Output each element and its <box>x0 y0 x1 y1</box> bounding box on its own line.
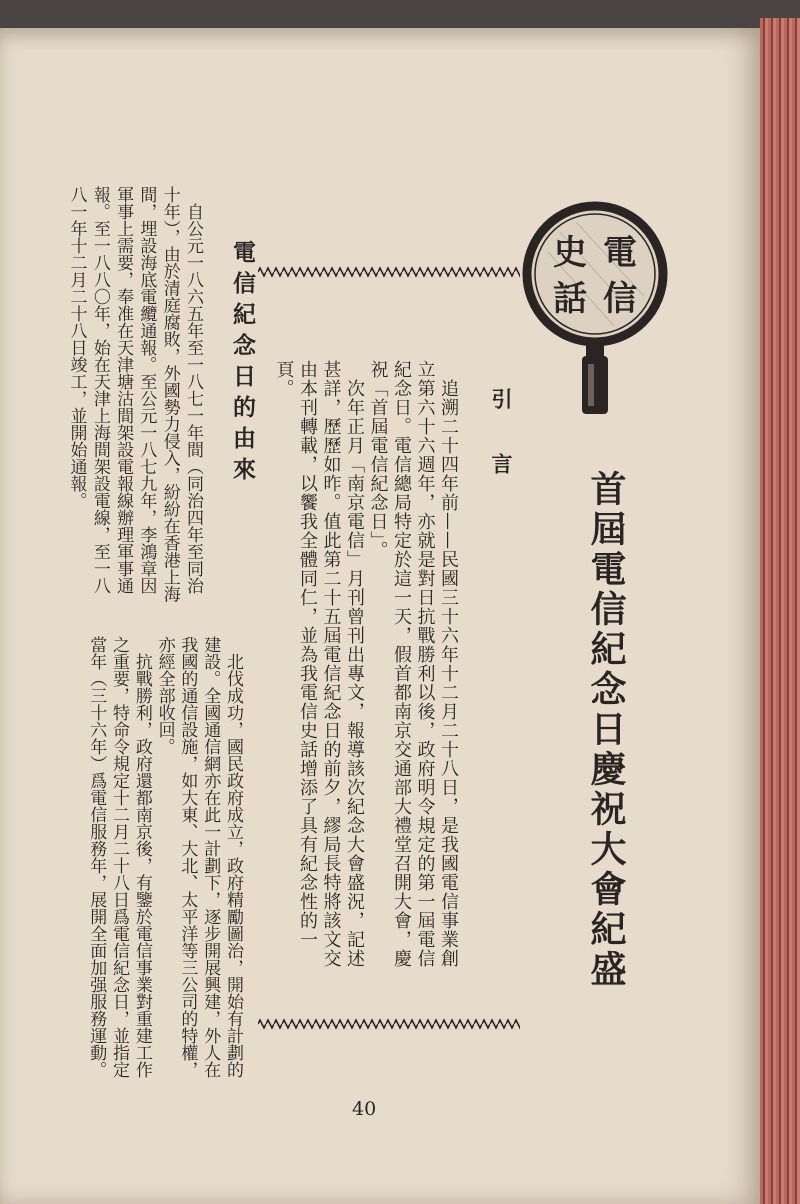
article-title: 首屆電信紀念日慶祝大會紀盛 <box>585 470 627 990</box>
book-page-edges <box>760 18 800 1204</box>
logo-char: 史 <box>553 233 587 273</box>
section-paragraph: 北伐成功，國民政府成立，政府精勵圖治，開始有計劃的建設。全國通信網亦在此一計劃下，逐步開展興建，外人在我國的通信設施，如大東、大北、太平洋等三公司的特權，亦經全部收回。 抗戰勝利，政府還都南京後，有鑒於電信事業對重建工作之重要，特命令規定十二月二十八日爲電信紀念日，並指定當年（三十六年）爲電信服務年，展開全面加强服務運動。 <box>86 636 243 1078</box>
intro-body <box>244 360 460 980</box>
intro-paragraph: 追溯二十四年前——民國三十六年十二月二十八日，是我國電信事業創立第六十六週年，亦就是對日抗戰勝利以後，政府明令規定的第一屆電信紀念日。電信總局特定於這一天，假首都南京交通部大禮堂召開大會，慶祝「首屆電信紀念日」。 <box>367 360 459 968</box>
intro-heading: 引言 <box>489 388 514 518</box>
page-number: 40 <box>352 1098 377 1120</box>
magnifier-logo-icon <box>520 192 670 444</box>
section-paragraph: 自公元一八六五年至一八七一年間（同治四年至同治十年），由於清庭腐敗，外國勢力侵入，紛紛在香港上海間，埋設海底電纜通報。至公元一八七九年，李鴻章因軍事上需要，奉准在天津塘沽間架設電報線辦理軍事通報。至一八八〇年，始在天津上海間架設電線，至一八八一年十二月二十八日竣工，並開始通報。 <box>66 186 203 603</box>
logo-char: 話 <box>553 279 587 319</box>
intro-border-top <box>258 266 520 278</box>
section-title: 電信紀念日的由來 <box>229 240 256 488</box>
intro-paragraph: 次年正月「南京電信」月刊曾刊出專文，報導該次紀念大會盛況，記述甚詳，歷歷如昨。值此第二十五屆電信紀念日的前夕，繆局長特將該文交由本刊轉載，以饗我全體同仁，並為我電信史話增添了具有紀念性的一頁。 <box>273 360 365 968</box>
logo-char: 信 <box>603 279 637 319</box>
logo-char: 電 <box>603 233 637 273</box>
intro-border-bottom <box>258 1018 520 1030</box>
